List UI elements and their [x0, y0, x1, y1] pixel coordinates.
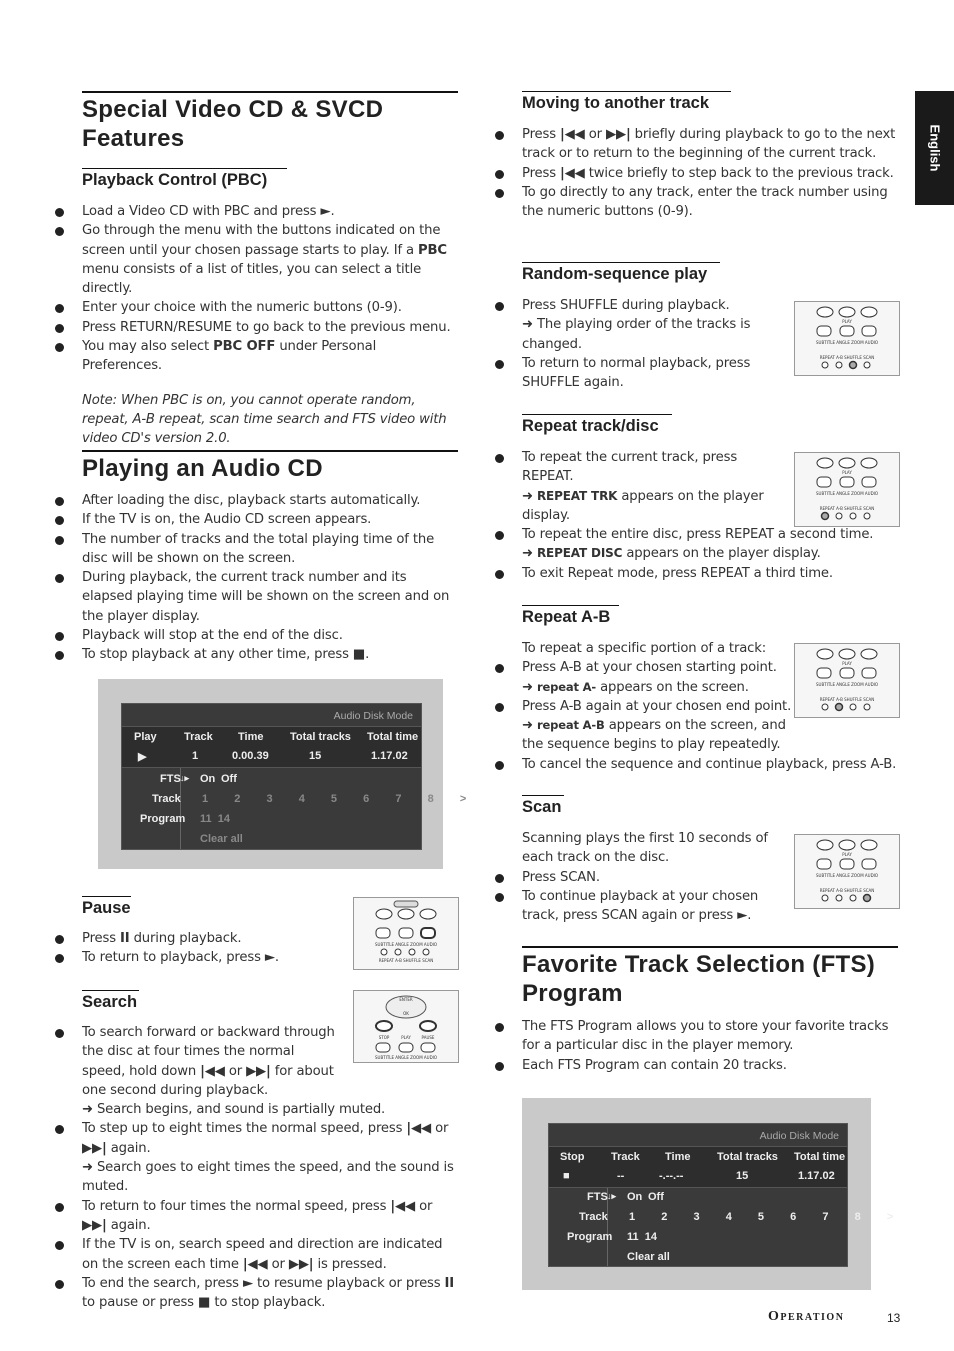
clear-all[interactable]: Clear all: [627, 1251, 670, 1263]
value-track: --: [617, 1170, 625, 1182]
random-heading: Random-sequence play: [522, 262, 720, 284]
header-time: Time: [238, 731, 264, 743]
svg-text:ENTER: ENTER: [399, 997, 413, 1002]
fts-off[interactable]: Off: [648, 1191, 664, 1203]
display-code: repeat A-: [536, 679, 597, 694]
text: Press SHUFFLE during playback.: [522, 298, 730, 313]
list-item: [82, 1197, 458, 1236]
moving-list: [522, 125, 898, 221]
svg-text:SUBTITLE ANGLE ZOOM AUDIO: SUBTITLE ANGLE ZOOM AUDIO: [375, 942, 437, 947]
svg-text:REPEAT A-B SHUFFLE SCAN: REPEAT A-B SHUFFLE SCAN: [819, 888, 875, 893]
footer-section: Operation: [768, 1309, 845, 1324]
list-item: [82, 1100, 458, 1119]
arrow-icon: ➜: [522, 546, 533, 562]
updown-icon: ↓▸: [180, 773, 190, 783]
text: again.: [110, 1217, 151, 1233]
text: twice briefly to step back to the previous track.: [588, 165, 894, 181]
list-item: [522, 1017, 898, 1056]
list-item: [82, 929, 342, 948]
language-tab: [915, 91, 954, 205]
list-item: To stop playback at any other time, press ■.: [82, 645, 458, 664]
list-item: [82, 337, 458, 376]
previous-icon: |◀◀: [560, 165, 585, 181]
text: Press A-B again at your chosen end point.: [522, 698, 792, 714]
audio-cd-screen: [121, 703, 467, 850]
fts-screen: [548, 1123, 894, 1267]
remote-graphic: [795, 835, 899, 908]
moving-heading: Moving to another track: [522, 91, 731, 113]
text: Press A-B at your chosen starting point.: [522, 660, 777, 676]
value-total-time: 1.17.02: [798, 1170, 835, 1182]
text: Go through the menu with the buttons indicated on the screen until your chosen passage starts to play. If a: [82, 223, 441, 258]
text: To return to normal playback, press SHUFFLE again.: [522, 355, 751, 391]
text: Press: [522, 165, 556, 181]
arrow-icon: ➜: [82, 1160, 93, 1176]
pbc-list: [82, 202, 458, 449]
svg-text:PLAY: PLAY: [842, 852, 852, 857]
text: PBC: [417, 242, 447, 258]
text: appears on the screen, and the sequence begins to play repeatedly.: [522, 718, 786, 753]
scan-list: [522, 829, 792, 925]
fts-on[interactable]: On: [627, 1191, 643, 1203]
scan-heading: Scan: [522, 795, 564, 817]
remote-graphic: [354, 898, 458, 969]
text: To go directly to any track, enter the track number using the numeric buttons (0-9).: [522, 184, 888, 220]
pause-list: [82, 929, 342, 968]
header-total-tracks: Total tracks: [290, 731, 351, 743]
value-total-time: 1.17.02: [371, 750, 408, 762]
arrow-icon: ➜: [522, 488, 533, 504]
pbc-note: Note: When PBC is on, you cannot operate random, repeat, A-B repeat, scan time search and FTS video with video CD's version 2.0.: [82, 392, 447, 447]
list-item: [82, 1023, 340, 1100]
value-time: 0.00.39: [232, 750, 269, 762]
svg-text:SUBTITLE ANGLE ZOOM AUDIO: SUBTITLE ANGLE ZOOM AUDIO: [816, 340, 878, 345]
text: You may also select: [82, 339, 210, 355]
text: If the TV is on, search speed and direction are indicated on the screen each time: [82, 1237, 443, 1272]
track-label: Track: [579, 1211, 608, 1223]
value-time: -.--.--: [659, 1170, 684, 1182]
previous-icon: |◀◀: [200, 1063, 225, 1079]
scan-heading-wrap: [522, 795, 564, 817]
display-code: REPEAT TRK: [536, 488, 618, 503]
list-item: [82, 1119, 458, 1158]
text: again.: [110, 1140, 151, 1156]
play-icon: ►: [320, 204, 331, 219]
arrow-icon: ➜: [522, 317, 533, 333]
random-heading-wrap: [522, 262, 720, 284]
list-item: [522, 183, 898, 222]
header-track: Track: [611, 1151, 640, 1163]
value-total-tracks: 15: [309, 750, 322, 762]
text: The number of tracks and the total playing time of the disc will be shown on the screen.: [82, 531, 435, 566]
text: briefly during playback to go to the next track or to return to the beginning of the current track.: [522, 127, 896, 162]
display-code: repeat A-B: [536, 718, 605, 733]
svg-text:REPEAT A-B SHUFFLE SCAN: REPEAT A-B SHUFFLE SCAN: [819, 355, 875, 360]
fts-label: FTS: [160, 773, 181, 785]
text: Search begins, and sound is partially muted.: [96, 1102, 386, 1118]
fts-label: FTS: [587, 1191, 608, 1203]
text: To exit Repeat mode, press REPEAT a third time.: [522, 565, 833, 581]
track-numbers: 1 2 3 4 5 6 7 8 >: [202, 793, 467, 805]
program-label: Program: [567, 1231, 613, 1243]
list-item: [522, 164, 898, 183]
list-item: [522, 448, 772, 487]
list-item: [82, 1235, 458, 1274]
remote-graphic: [795, 302, 899, 375]
text: Load a Video CD with PBC and press: [82, 204, 317, 219]
header-track: Track: [184, 731, 213, 743]
list-item: [522, 354, 784, 393]
svg-text:SUBTITLE ANGLE ZOOM AUDIO: SUBTITLE ANGLE ZOOM AUDIO: [816, 873, 878, 878]
svg-text:PLAY: PLAY: [401, 1035, 411, 1040]
text: or: [435, 1121, 449, 1137]
repeat-heading-wrap: [522, 414, 672, 436]
play-icon: ▶: [138, 751, 147, 763]
previous-icon: |◀◀: [560, 127, 585, 142]
remote-illustration-scan: [794, 834, 900, 909]
title-line: Special Video CD & SVCD: [82, 96, 384, 123]
remote-graphic: [795, 644, 899, 717]
text: Press: [82, 931, 116, 946]
ab-intro: To repeat a specific portion of a track:: [522, 641, 767, 656]
text: or: [588, 127, 602, 142]
list-item: [522, 315, 784, 354]
screen-info-row: [549, 1146, 847, 1188]
text: under Personal Preferences.: [82, 339, 377, 374]
program-values: 11 14: [200, 813, 230, 825]
arrow-icon: ➜: [522, 679, 533, 695]
list-item: Load a Video CD with PBC and press ►.: [82, 202, 458, 221]
svg-text:SUBTITLE ANGLE ZOOM AUDIO: SUBTITLE ANGLE ZOOM AUDIO: [816, 682, 878, 687]
screen-mode-label: Audio Disk Mode: [333, 710, 413, 722]
remote-illustration-shuffle: [794, 301, 900, 376]
display-code: REPEAT DISC: [536, 546, 623, 561]
section-title-fts: [522, 946, 898, 1008]
fts-screen-frame: [522, 1098, 894, 1290]
text: After loading the disc, playback starts automatically.: [82, 493, 421, 508]
repeat-heading: Repeat track/disc: [522, 414, 672, 436]
text: for about one second during playback.: [82, 1063, 334, 1098]
list-item: [522, 544, 898, 563]
svg-text:STOP: STOP: [378, 1035, 390, 1040]
play-icon: ►: [242, 1275, 253, 1291]
text: Press SCAN.: [522, 869, 600, 885]
remote-illustration-ab: [794, 643, 900, 718]
list-item: [82, 626, 458, 645]
program-values: 11 14: [627, 1231, 657, 1243]
text: To repeat the entire disc, press REPEAT a second time.: [522, 527, 874, 543]
text: appears on the player display.: [626, 546, 821, 562]
text: is pressed.: [317, 1256, 387, 1272]
text: PBC OFF: [213, 339, 276, 355]
remote-illustration-pause: [353, 897, 459, 970]
header-total-tracks: Total tracks: [717, 1151, 778, 1163]
next-icon: ▶▶|: [605, 127, 631, 142]
play-icon: ►: [737, 908, 748, 924]
pause-icon: II: [444, 1275, 455, 1291]
arrow-icon: ➜: [522, 718, 533, 734]
svg-text:REPEAT A-B SHUFFLE SCAN: REPEAT A-B SHUFFLE SCAN: [378, 958, 434, 963]
svg-text:PLAY: PLAY: [842, 470, 852, 475]
text: To return to playback, press: [82, 950, 261, 966]
title-line: Playing an Audio CD: [82, 455, 323, 482]
text: to resume playback or press: [256, 1275, 441, 1291]
text: appears on the screen.: [600, 679, 749, 695]
list-item: [82, 318, 458, 337]
audio-cd-screen-frame: [98, 679, 467, 869]
text: To step up to eight times the normal speed, press: [82, 1121, 403, 1137]
text: To stop playback at any other time, press: [82, 647, 349, 663]
svg-text:PLAY: PLAY: [842, 661, 852, 666]
list-item: [522, 525, 898, 544]
audio-list: [82, 491, 458, 665]
language-label: English: [927, 124, 942, 172]
list-item: [82, 1274, 458, 1313]
text: appears on the player display.: [522, 488, 764, 523]
track-label: Track: [152, 793, 181, 805]
list-item: [82, 221, 458, 298]
list-item: [522, 487, 772, 526]
remote-graphic: [795, 453, 899, 526]
arrow-icon: ➜: [82, 1102, 93, 1118]
pause-heading: Pause: [82, 896, 131, 918]
list-item: [522, 868, 792, 887]
list-item: [82, 298, 458, 317]
text: To return to four times the normal speed, press: [82, 1198, 387, 1214]
stop-icon: ■: [563, 1170, 570, 1182]
section-title-special-vcd: [82, 91, 458, 153]
title-line: Program: [522, 980, 623, 1007]
text: During playback, the current track number and its elapsed playing time will be shown on the screen and on the player display.: [82, 570, 450, 624]
text: to stop playback.: [214, 1295, 326, 1311]
svg-text:PLAY: PLAY: [842, 319, 852, 324]
svg-text:REPEAT A-B SHUFFLE SCAN: REPEAT A-B SHUFFLE SCAN: [819, 506, 875, 511]
text: Search goes to eight times the speed, and the sound is muted.: [82, 1160, 454, 1195]
fts-on[interactable]: On: [200, 773, 216, 785]
track-numbers: 1 2 3 4 5 6 7 8 >: [629, 1211, 894, 1223]
header-total-time: Total time: [367, 731, 419, 743]
moving-heading-wrap: [522, 91, 731, 113]
play-icon: ►: [264, 950, 275, 966]
svg-text:SUBTITLE ANGLE ZOOM AUDIO: SUBTITLE ANGLE ZOOM AUDIO: [816, 491, 878, 496]
text: The FTS Program allows you to store your favorite tracks for a particular disc in the player memory.: [522, 1019, 889, 1054]
scan-intro: Scanning plays the first 10 seconds of each track on the disc.: [522, 831, 768, 866]
pbc-heading: Playback Control (PBC): [82, 168, 287, 190]
previous-icon: |◀◀: [242, 1256, 268, 1272]
text: Press RETURN/RESUME to go back to the previous menu.: [82, 319, 451, 335]
search-heading: Search: [82, 990, 139, 1012]
list-item: To continue playback at your chosen track, press SCAN again or press ►.: [522, 887, 792, 926]
text: during playback.: [133, 931, 242, 946]
svg-text:SUBTITLE ANGLE ZOOM AUDIO: SUBTITLE ANGLE ZOOM AUDIO: [375, 1055, 437, 1060]
list-item: [522, 125, 898, 164]
updown-icon: ↓▸: [607, 1191, 617, 1201]
title-line: Features: [82, 125, 185, 152]
list-item: [82, 1158, 458, 1197]
text: menu consists of a list of titles, you can select a title directly.: [82, 261, 422, 297]
program-label: Program: [140, 813, 186, 825]
search-list: [82, 1023, 458, 1312]
text: To repeat the current track, press REPEAT.: [522, 450, 738, 485]
list-item: [522, 755, 898, 774]
remote-illustration-search: [353, 990, 459, 1063]
pause-heading-wrap: [82, 896, 131, 918]
value-track: 1: [192, 750, 199, 762]
next-icon: ▶▶|: [82, 1140, 107, 1156]
next-icon: ▶▶|: [288, 1256, 314, 1272]
text: The playing order of the tracks is changed.: [522, 317, 751, 352]
stop-icon: ■: [352, 647, 366, 663]
ab-heading-wrap: [522, 605, 619, 627]
remote-illustration-repeat: [794, 452, 900, 527]
text: To cancel the sequence and continue playback, press A-B.: [522, 756, 897, 772]
list-item: [82, 491, 458, 510]
clear-all[interactable]: Clear all: [200, 833, 243, 845]
text: Enter your choice with the numeric buttons (0-9).: [82, 300, 402, 316]
list-item: [522, 716, 792, 755]
previous-icon: |◀◀: [406, 1121, 432, 1137]
header-play: Play: [134, 731, 157, 743]
section-title-audio-cd: [82, 450, 458, 483]
previous-icon: |◀◀: [390, 1198, 416, 1214]
text: Playback will stop at the end of the disc.: [82, 628, 343, 644]
fts-list: [522, 1017, 898, 1075]
pause-icon: II: [120, 931, 130, 946]
value-total-tracks: 15: [736, 1170, 749, 1182]
header-total-time: Total time: [794, 1151, 846, 1163]
remote-graphic: [354, 991, 458, 1062]
header-time: Time: [665, 1151, 691, 1163]
list-item: To return to playback, press ►.: [82, 948, 342, 967]
svg-text:PAUSE: PAUSE: [421, 1035, 435, 1040]
fts-off[interactable]: Off: [221, 773, 237, 785]
text: If the TV is on, the Audio CD screen appears.: [82, 512, 372, 528]
text: To end the search, press: [82, 1275, 239, 1291]
text: or: [419, 1198, 433, 1214]
svg-text:OK: OK: [403, 1011, 409, 1016]
ab-heading: Repeat A-B: [522, 605, 619, 627]
screen-info-row: [122, 726, 421, 768]
random-list: [522, 296, 784, 392]
list-item: [522, 1056, 898, 1075]
text: to pause or press: [82, 1295, 194, 1311]
next-icon: ▶▶|: [246, 1063, 271, 1079]
text: To search forward or backward through the disc at four times the normal speed, hold down: [82, 1025, 335, 1079]
pbc-heading-wrap: [82, 168, 287, 190]
stop-icon: ■: [197, 1295, 211, 1311]
text: Each FTS Program can contain 20 tracks.: [522, 1057, 787, 1073]
page-number: 13: [887, 1311, 901, 1325]
list-item: [82, 568, 458, 626]
next-icon: ▶▶|: [82, 1217, 107, 1233]
list-item: [82, 530, 458, 569]
search-heading-wrap: [82, 990, 139, 1012]
text: or: [271, 1256, 285, 1272]
text: Press: [522, 127, 556, 142]
text: To continue playback at your chosen track, press SCAN again or press: [522, 888, 759, 924]
title-line: Favorite Track Selection (FTS): [522, 951, 876, 978]
svg-text:REPEAT A-B SHUFFLE SCAN: REPEAT A-B SHUFFLE SCAN: [819, 697, 875, 702]
list-item: [522, 296, 784, 315]
screen-mode-label: Audio Disk Mode: [759, 1130, 839, 1142]
list-item: [82, 510, 458, 529]
list-item: [522, 564, 898, 583]
header-stop: Stop: [560, 1151, 585, 1163]
text: or: [228, 1063, 243, 1079]
